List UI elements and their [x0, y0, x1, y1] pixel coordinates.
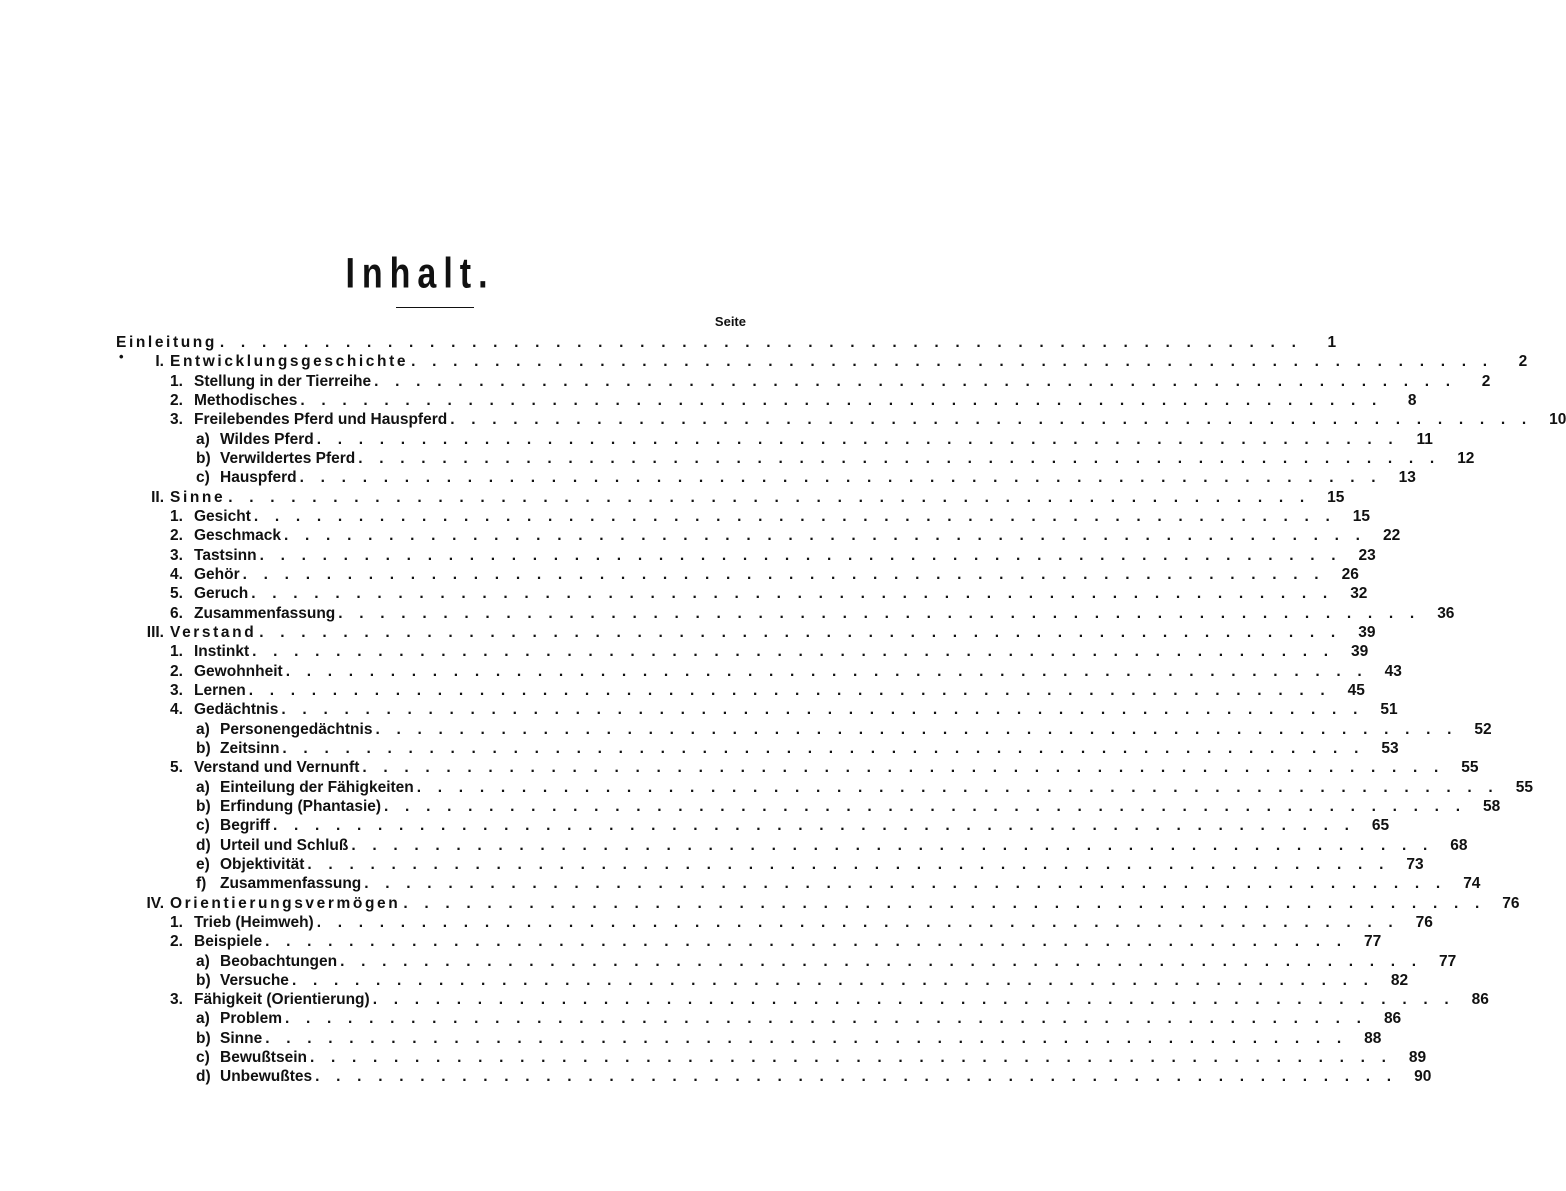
toc-entry	[116, 391, 1417, 410]
toc-entry	[116, 681, 1365, 700]
toc-entry-title: Instinkt	[194, 643, 250, 661]
toc-entry-page: 2	[1518, 353, 1528, 371]
toc-entry	[116, 797, 1501, 816]
toc-entry	[116, 816, 1390, 835]
toc-entry-number: b)	[196, 797, 211, 815]
toc-entry-number: 2.	[170, 391, 183, 409]
toc-entry-number: b)	[196, 971, 211, 989]
toc-entry-title: Problem	[220, 1010, 283, 1028]
toc-entry-number: a)	[196, 1010, 210, 1028]
toc-entry-number: 1.	[170, 372, 183, 390]
toc-entry-title: Erfindung (Phantasie)	[220, 797, 382, 815]
page-column-header: Seite	[714, 314, 746, 329]
toc-entry-page: 73	[1406, 855, 1424, 873]
toc-entry	[116, 894, 1520, 913]
toc-entry-page: 11	[1416, 430, 1433, 448]
toc-entry-number: 1.	[170, 507, 183, 525]
toc-entry	[116, 623, 1376, 642]
toc-entry-number: 3.	[170, 546, 183, 564]
toc-entry-page: 55	[1461, 759, 1479, 777]
toc-entry	[116, 720, 1492, 739]
toc-entry	[116, 546, 1376, 565]
toc-entry-title: Trieb (Heimweh)	[194, 913, 314, 931]
toc-entry-title: Zusammenfassung	[220, 875, 362, 893]
toc-entry-title: Urteil und Schluß	[220, 836, 349, 854]
toc-entry-number: II.	[151, 488, 164, 506]
toc-entry-title: Lernen	[194, 681, 246, 699]
toc-entry-page: 36	[1437, 604, 1455, 622]
toc-entry-title: Geschmack	[194, 527, 282, 545]
dot-leader: . . . . . . . . . . . . . . . . . . . . . . . . . . . . . . . . . . . . . . . . . . . . . . . . . . . .	[362, 759, 1445, 777]
toc-entry-title: Verstand und Vernunft	[194, 759, 360, 777]
toc-entry-number: 3.	[170, 681, 183, 699]
dot-leader: . . . . . . . . . . . . . . . . . . . . . . . . . . . . . . . . . . . . . . . . . . . . . . . . . . . .	[248, 681, 1331, 699]
toc-entry	[116, 468, 1416, 487]
toc-entry-title: Versuche	[220, 971, 289, 989]
toc-entry-number: a)	[196, 952, 210, 970]
toc-entry	[116, 932, 1382, 951]
toc-entry-page: 90	[1414, 1068, 1432, 1086]
toc-entry-page: 68	[1450, 836, 1468, 854]
toc-entry-page: 39	[1351, 643, 1369, 661]
toc-entry-page: 65	[1371, 817, 1390, 835]
toc-entry-number: 5.	[170, 759, 183, 777]
toc-entry-page: 55	[1515, 778, 1533, 796]
toc-entry-title: Wildes Pferd	[220, 430, 314, 448]
dot-leader: . . . . . . . . . . . . . . . . . . . . . . . . . . . . . . . . . . . . . . . . . . . . . . . . . . . .	[315, 1068, 1398, 1086]
toc-entry-page: 82	[1390, 971, 1409, 989]
toc-entry	[116, 526, 1401, 545]
dot-leader: . . . . . . . . . . . . . . . . . . . . . . . . . . . . . . . . . . . . . . . . . . . . . . . . . . . .	[259, 623, 1342, 641]
toc-entry	[116, 565, 1359, 584]
toc-entry	[116, 584, 1368, 603]
toc-entry-page: 8	[1407, 391, 1417, 409]
dot-leader: . . . . . . . . . . . . . . . . . . . . . . . . . . . . . . . . . . . . . . . . . . . . . . . . . . . .	[372, 991, 1455, 1009]
toc-entry-page: 77	[1363, 933, 1382, 951]
toc-entry-page: 74	[1463, 875, 1481, 893]
toc-entry-title: Tastsinn	[194, 546, 257, 564]
toc-entry-page: 10	[1549, 411, 1566, 429]
toc-entry-page: 13	[1398, 469, 1416, 487]
dot-leader: . . . . . . . . . . . . . . . . . . . . . . . . . . . . . . . . . . . . . . . . . . . . . . . . . . . .	[282, 739, 1365, 757]
toc-entry-number: 3.	[170, 411, 183, 429]
page-title: Inhalt.	[345, 250, 495, 298]
toc-entry	[116, 507, 1371, 526]
toc-entry-page: 58	[1482, 797, 1501, 815]
dot-leader: . . . . . . . . . . . . . . . . . . . . . . . . . . . . . . . . . . . . . . . . . . . . . . . . . . . .	[242, 565, 1325, 583]
toc-entry	[116, 662, 1402, 681]
toc-entry-page: 2	[1481, 372, 1491, 390]
dot-leader: . . . . . . . . . . . . . . . . . . . . . . . . . . . . . . . . . . . . . . . . . . . . . . . . . . . .	[300, 391, 1383, 409]
toc-entry-title: Gehör	[194, 565, 240, 583]
toc-entry-title: Unbewußtes	[220, 1068, 313, 1086]
toc-entry-page: 32	[1350, 585, 1368, 603]
toc-entry	[116, 739, 1399, 758]
toc-entry-number: III.	[146, 623, 164, 641]
toc-entry-number: 1.	[170, 913, 183, 931]
toc-entry-number: c)	[196, 469, 210, 487]
dot-leader: . . . . . . . . . . . . . . . . . . . . . . . . . . . . . . . . . . . . . . . . . . . . . . . . . . . .	[259, 546, 1342, 564]
toc-entry-number: b)	[196, 1029, 211, 1047]
toc-entry-number: b)	[196, 739, 211, 757]
dot-leader: . . . . . . . . . . . . . . . . . . . . . . . . . . . . . . . . . . . . . . . . . . . . . . . . . . . .	[228, 488, 1311, 506]
dot-leader: . . . . . . . . . . . . . . . . . . . . . . . . . . . . . . . . . . . . . . . . . . . . . . . . . . . .	[272, 817, 1356, 835]
toc-entry-title: Stellung in der Tierreihe	[194, 372, 372, 390]
dot-leader: . . . . . . . . . . . . . . . . . . . . . . . . . . . . . . . . . . . . . . . . . . . . . . . . . . . .	[265, 933, 1348, 951]
table-of-contents	[116, 333, 1566, 1087]
toc-entry-title: Sinne	[170, 488, 226, 506]
toc-entry-title: Begriff	[220, 817, 270, 835]
dot-leader: . . . . . . . . . . . . . . . . . . . . . . . . . . . . . . . . . . . . . . . . . . . . . . . . . . . .	[252, 643, 1335, 661]
dot-leader: . . . . . . . . . . . . . . . . . . . . . . . . . . . . . . . . . . . . . . . . . . . . . . . . . . . .	[316, 430, 1399, 448]
toc-entry-number: 5.	[170, 585, 183, 603]
toc-entry-title: Verwildertes Pferd	[220, 449, 356, 467]
toc-entry	[116, 488, 1345, 507]
toc-entry-page: 86	[1383, 1010, 1402, 1028]
toc-entry-title: Beobachtungen	[220, 952, 338, 970]
dot-leader: . . . . . . . . . . . . . . . . . . . . . . . . . . . . . . . . . . . . . . . . . . . . . . . . . . . .	[375, 720, 1458, 738]
toc-entry-page: 52	[1474, 720, 1492, 738]
toc-entry-number: c)	[196, 1049, 210, 1067]
dot-leader: . . . . . . . . . . . . . . . . . . . . . . . . . . . . . . . . . . . . . . . . . . . . . . . . . . . .	[291, 971, 1375, 989]
dot-leader: . . . . . . . . . . . . . . . . . . . . . . . . . . . . . . . . . . . . . . . . . . . . . . . . . . . .	[265, 1029, 1348, 1047]
toc-entry-page: 89	[1408, 1049, 1427, 1067]
dot-leader: . . . . . . . . . . . . . . . . . . . . . . . . . . . . . . . . . . . . . . . . . . . . . . . . . . . .	[416, 778, 1499, 796]
toc-entry	[116, 855, 1424, 874]
toc-entry-page: 88	[1364, 1029, 1382, 1047]
toc-entry-number: c)	[196, 817, 210, 835]
toc-entry-page: 39	[1358, 623, 1376, 641]
toc-entry-number: e)	[196, 855, 210, 873]
toc-entry-page: 76	[1502, 894, 1520, 912]
toc-entry	[116, 990, 1489, 1009]
toc-entry-title: Freilebendes Pferd und Hauspferd	[194, 411, 448, 429]
dot-leader: . . . . . . . . . . . . . . . . . . . . . . . . . . . . . . . . . . . . . . . . . . . . . . . . . . . .	[403, 894, 1486, 912]
margin-mark: •	[119, 349, 124, 364]
toc-entry	[116, 778, 1533, 797]
dot-leader: . . . . . . . . . . . . . . . . . . . . . . . . . . . . . . . . . . . . . . . . . . . . . . . . . . . .	[374, 372, 1457, 390]
dot-leader: . . . . . . . . . . . . . . . . . . . . . . . . . . . . . . . . . . . . . . . . . . . . . . . . . . . .	[316, 913, 1399, 931]
toc-entry	[116, 333, 1337, 352]
toc-entry-page: 51	[1380, 701, 1398, 719]
toc-entry-number: f)	[196, 875, 207, 893]
toc-entry	[116, 1009, 1402, 1028]
toc-entry-title: Bewußtsein	[220, 1049, 307, 1067]
dot-leader: . . . . . . . . . . . . . . . . . . . . . . . . . . . . . . . . . . . . . . . . . . . . . . . . . . . .	[358, 449, 1441, 467]
dot-leader: . . . . . . . . . . . . . . . . . . . . . . . . . . . . . . . . . . . . . . . . . . . . . . . . . . . .	[364, 875, 1447, 893]
toc-entry	[116, 1029, 1382, 1048]
toc-entry-number: 2.	[170, 933, 183, 951]
toc-entry	[116, 430, 1433, 449]
dot-leader: . . . . . . . . . . . . . . . . . . . . . . . . . . . . . . . . . . . . . . . . . . . . . . . . . . . .	[411, 353, 1494, 371]
title-divider	[396, 307, 474, 308]
toc-entry	[116, 1067, 1432, 1086]
toc-entry-number: 4.	[170, 701, 183, 719]
toc-entry-number: 6.	[170, 604, 183, 622]
dot-leader: . . . . . . . . . . . . . . . . . . . . . . . . . . . . . . . . . . . . . . . . . . . . . . . . . . . .	[340, 952, 1423, 970]
toc-entry	[116, 604, 1455, 623]
toc-entry	[116, 952, 1457, 971]
dot-leader: . . . . . . . . . . . . . . . . . . . . . . . . . . . . . . . . . . . . . . . . . . . . . . . . . . . .	[384, 797, 1467, 815]
toc-entry-title: Beispiele	[194, 933, 263, 951]
dot-leader: . . . . . . . . . . . . . . . . . . . . . . . . . . . . . . . . . . . . . . . . . . . . . . . . . . . .	[338, 604, 1421, 622]
dot-leader: . . . . . . . . . . . . . . . . . . . . . . . . . . . . . . . . . . . . . . . . . . . . . . . . . . . .	[251, 585, 1334, 603]
toc-entry	[116, 642, 1369, 661]
toc-entry-title: Orientierungsvermögen	[170, 894, 401, 912]
toc-entry-title: Zeitsinn	[220, 739, 280, 757]
toc-entry-title: Methodisches	[194, 391, 298, 409]
toc-entry-number: d)	[196, 1068, 211, 1086]
toc-entry-number: a)	[196, 720, 210, 738]
toc-entry-page: 77	[1439, 952, 1457, 970]
toc-entry-page: 43	[1384, 662, 1402, 680]
toc-entry-page: 76	[1415, 913, 1433, 931]
toc-entry-title: Fähigkeit (Orientierung)	[194, 991, 370, 1009]
toc-entry-number: 2.	[170, 662, 183, 680]
toc-entry-number: I.	[155, 353, 164, 371]
toc-entry	[116, 352, 1528, 371]
toc-entry-title: Einteilung der Fähigkeiten	[220, 778, 414, 796]
toc-entry-title: Objektivität	[220, 855, 305, 873]
toc-entry-page: 12	[1457, 449, 1475, 467]
dot-leader: . . . . . . . . . . . . . . . . . . . . . . . . . . . . . . . . . . . . . . . . . . . . . . . . . . . .	[219, 334, 1303, 351]
toc-entry	[116, 700, 1398, 719]
toc-entry-title: Sinne	[220, 1029, 263, 1047]
toc-entry-page: 26	[1341, 565, 1359, 583]
dot-leader: . . . . . . . . . . . . . . . . . . . . . . . . . . . . . . . . . . . . . . . . . . . . . . . . . . . .	[450, 411, 1533, 429]
toc-entry-title: Zusammenfassung	[194, 604, 336, 622]
dot-leader: . . . . . . . . . . . . . . . . . . . . . . . . . . . . . . . . . . . . . . . . . . . . . . . . . . . .	[309, 1049, 1393, 1067]
toc-entry-title: Gesicht	[194, 507, 251, 525]
dot-leader: . . . . . . . . . . . . . . . . . . . . . . . . . . . . . . . . . . . . . . . . . . . . . . . . . . . .	[285, 662, 1368, 680]
toc-entry-page: 15	[1327, 488, 1345, 506]
dot-leader: . . . . . . . . . . . . . . . . . . . . . . . . . . . . . . . . . . . . . . . . . . . . . . . . . . . .	[253, 507, 1337, 525]
toc-entry-page: 86	[1471, 991, 1489, 1009]
dot-leader: . . . . . . . . . . . . . . . . . . . . . . . . . . . . . . . . . . . . . . . . . . . . . . . . . . . .	[299, 469, 1382, 487]
toc-entry	[116, 971, 1409, 990]
dot-leader: . . . . . . . . . . . . . . . . . . . . . . . . . . . . . . . . . . . . . . . . . . . . . . . . . . . .	[285, 1010, 1368, 1028]
toc-entry-page: 22	[1382, 527, 1401, 545]
dot-leader: . . . . . . . . . . . . . . . . . . . . . . . . . . . . . . . . . . . . . . . . . . . . . . . . . . . .	[284, 527, 1367, 545]
toc-entry-title: Hauspferd	[220, 469, 297, 487]
toc-entry-page: 1	[1327, 334, 1337, 351]
toc-entry-number: a)	[196, 778, 210, 796]
toc-entry-page: 23	[1358, 546, 1376, 564]
toc-entry-number: a)	[196, 430, 210, 448]
toc-entry-number: b)	[196, 449, 211, 467]
toc-entry-number: IV.	[146, 894, 164, 912]
toc-entry-page: 45	[1347, 681, 1365, 699]
dot-leader: . . . . . . . . . . . . . . . . . . . . . . . . . . . . . . . . . . . . . . . . . . . . . . . . . . . .	[351, 836, 1434, 854]
toc-entry	[116, 449, 1475, 468]
toc-entry-title: Entwicklungsgeschichte	[170, 353, 409, 371]
toc-entry-number: 3.	[170, 991, 183, 1009]
toc-entry	[116, 1048, 1427, 1067]
toc-entry	[116, 758, 1479, 777]
toc-entry-number: 4.	[170, 565, 183, 583]
toc-entry-page: 15	[1352, 507, 1371, 525]
toc-entry-number: 1.	[170, 643, 183, 661]
toc-entry	[116, 836, 1468, 855]
dot-leader: . . . . . . . . . . . . . . . . . . . . . . . . . . . . . . . . . . . . . . . . . . . . . . . . . . . .	[281, 701, 1364, 719]
toc-entry-title: Verstand	[170, 623, 257, 641]
toc-entry-page: 53	[1381, 739, 1399, 757]
toc-entry-title: Einleitung	[116, 334, 217, 351]
toc-entry-title: Geruch	[194, 585, 249, 603]
toc-entry-number: 2.	[170, 527, 183, 545]
toc-entry-title: Gedächtnis	[194, 701, 279, 719]
toc-entry	[116, 913, 1433, 932]
toc-entry	[116, 372, 1491, 391]
dot-leader: . . . . . . . . . . . . . . . . . . . . . . . . . . . . . . . . . . . . . . . . . . . . . . . . . . . .	[307, 855, 1390, 873]
toc-entry-title: Gewohnheit	[194, 662, 283, 680]
toc-entry	[116, 410, 1566, 429]
toc-entry-number: d)	[196, 836, 211, 854]
toc-entry	[116, 874, 1481, 893]
toc-entry-title: Personengedächtnis	[220, 720, 373, 738]
